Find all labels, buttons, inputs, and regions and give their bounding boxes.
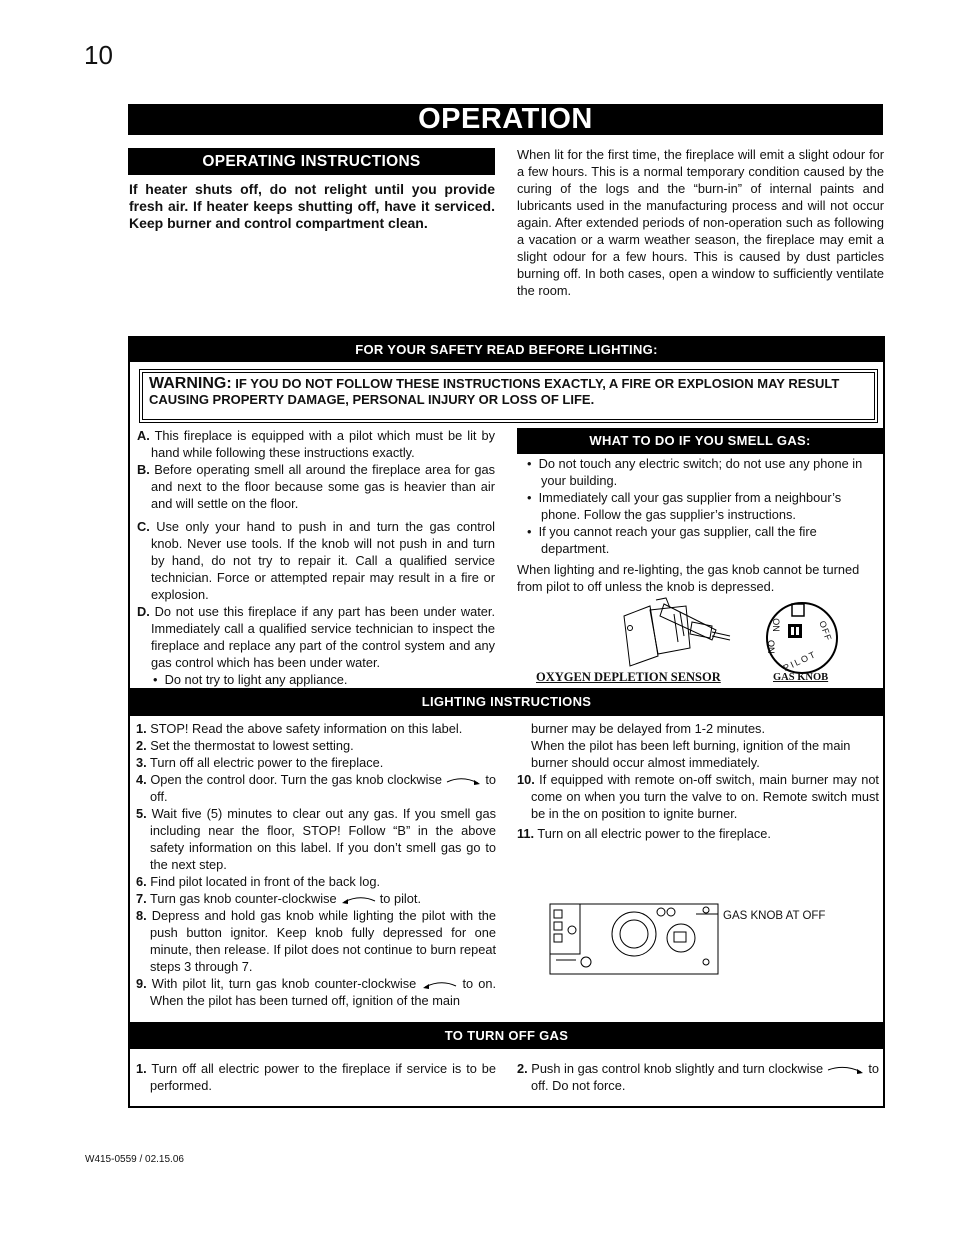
safety-item-b: B. Before operating smell all around the fireplace area for gas and next to the floor because some gas is heavier than air and will settle on the floor. <box>137 462 495 511</box>
step9-continuation: burner may be delayed from 1-2 minutes. <box>531 721 766 736</box>
knob-label-off: OFF <box>817 619 834 643</box>
valve-caption: GAS KNOB AT OFF <box>723 910 826 922</box>
lighting-step: 4. Open the control door. Turn the gas knob clockwise to off. <box>136 772 497 804</box>
smell-gas-list <box>517 455 877 595</box>
safety-item-d: D. Do not use this fireplace if any part has been under water. Immediately call a qualified service technician to inspect the fireplace and replace any part of the control system and any gas control which has been under water. <box>137 604 495 670</box>
operating-instructions-heading: OPERATING INSTRUCTIONS <box>128 148 495 175</box>
counter-clockwise-arrow-icon <box>340 895 376 905</box>
smell-gas-bullet: • Do not touch any electric switch; do not use any phone in your building. <box>527 456 863 488</box>
counter-clockwise-arrow-icon <box>421 980 457 990</box>
lighting-step: 6. Find pilot located in front of the back log. <box>136 874 381 889</box>
page-title: OPERATION <box>128 104 883 135</box>
lighting-step: 11. Turn on all electric power to the fireplace. <box>517 826 771 841</box>
warning-text: IF YOU DO NOT FOLLOW THESE INSTRUCTIONS EXACTLY, A FIRE OR EXPLOSION MAY RESULT CAUSING PROPERTY DAMAGE, PERSONAL INJURY OR LOSS OF LIFE. <box>149 376 840 407</box>
safety-sub-bullet: • Do not try to light any appliance. <box>153 672 348 687</box>
ods-caption: OXYGEN DEPLETION SENSOR <box>536 670 721 684</box>
turn-off-step-1: 1. Turn off all electric power to the fireplace if service is to be performed. <box>136 1061 496 1093</box>
lighting-step: 7. Turn gas knob counter-clockwise to pilot. <box>136 891 421 906</box>
knob-note: When lighting and re-lighting, the gas knob cannot be turned from pilot to off unless the knob is depressed. <box>517 562 860 594</box>
lighting-step: 8. Depress and hold gas knob while lighting the pilot with the push button ignitor. Keep knob fully depressed for one minute, then release. If pilot does not continue to burn repeat steps 3 through 7. <box>136 908 496 974</box>
warning-box <box>139 369 878 423</box>
lighting-step: 3. Turn off all electric power to the fireplace. <box>136 755 384 770</box>
lighting-step: 5. Wait five (5) minutes to clear out any gas. If you smell gas including near the floor, STOP! Follow “B” in the above safety information on this label. If you don’t smell gas go to the next step. <box>136 806 496 872</box>
warning-label: WARNING: <box>149 375 232 392</box>
smell-gas-bullet: • Immediately call your gas supplier from a neighbour’s phone. Follow the gas supplier’s instructions. <box>527 490 842 522</box>
smell-gas-bullet: • If you cannot reach your gas supplier, call the fire department. <box>527 524 817 556</box>
lighting-step: 9. With pilot lit, turn gas knob counter-clockwise to on. When the pilot has been turned off, ignition of the main <box>136 976 496 1008</box>
step9-continuation-2: When the pilot has been left burning, ignition of the main burner should occur almost immediately. <box>531 738 851 770</box>
safety-label-box <box>128 336 885 1108</box>
lighting-steps-left <box>136 720 496 1009</box>
operating-warning: If heater shuts off, do not relight until you provide fresh air. If heater keeps shutting off, have it serviced. Keep burner and control compartment clean. <box>129 181 495 231</box>
svg-text:ON: ON <box>766 640 776 654</box>
safety-heading: FOR YOUR SAFETY READ BEFORE LIGHTING: <box>130 338 883 362</box>
lighting-steps-right <box>517 720 879 842</box>
operating-intro: When lit for the first time, the fireplace will emit a slight odour for a few hours. This is a normal temporary condition caused by the curing of the logs and the “burn-in” of internal paints and lubricants used in the manufacturing process and will not occur again. After extended periods of non-operation such as following a vacation or a warm weather season, the fireplace may emit a slight odour for a few hours. This is caused by dust particles burning off. In both cases, open a window to sufficiently ventilate the room. <box>517 147 884 298</box>
turn-off-step-2: 2. Push in gas control knob slightly and turn clockwise to off. Do not force. <box>517 1061 880 1093</box>
knob-label-on: ON <box>770 618 781 632</box>
lighting-step: 1. STOP! Read the above safety information on this label. <box>136 721 463 736</box>
turn-off-gas-heading: TO TURN OFF GAS <box>130 1022 883 1049</box>
gas-knob-caption: GAS KNOB <box>773 672 829 683</box>
page-number: 10 <box>84 40 113 70</box>
gas-valve-drawing <box>546 900 724 978</box>
document-code: W415-0559 / 02.15.06 <box>85 1154 184 1165</box>
smell-gas-heading: WHAT TO DO IF YOU SMELL GAS: <box>517 428 883 454</box>
clockwise-arrow-icon <box>827 1065 865 1075</box>
clockwise-arrow-icon <box>446 776 482 786</box>
lighting-step: 10. If equipped with remote on-off switch, main burner may not come on when you turn the valve to on. Remote switch must be in the on position to ignite burner. <box>517 772 879 821</box>
knob-label-pilot: PILOT <box>781 648 819 674</box>
lighting-step: 2. Set the thermostat to lowest setting. <box>136 738 354 753</box>
safety-item-c: C. Use only your hand to push in and turn the gas control knob. Never use tools. If the knob will not push in and turn by hand, do not try to repair it. Call a qualified service technician. Force or attempted repair may result in a fire or explosion. <box>137 519 495 602</box>
safety-item-a: A. This fireplace is equipped with a pilot which must be lit by hand while following these instructions exactly. <box>137 428 495 460</box>
oxygen-depletion-sensor-drawing <box>620 596 732 676</box>
safety-items <box>137 427 495 688</box>
lighting-heading: LIGHTING INSTRUCTIONS <box>130 688 883 716</box>
